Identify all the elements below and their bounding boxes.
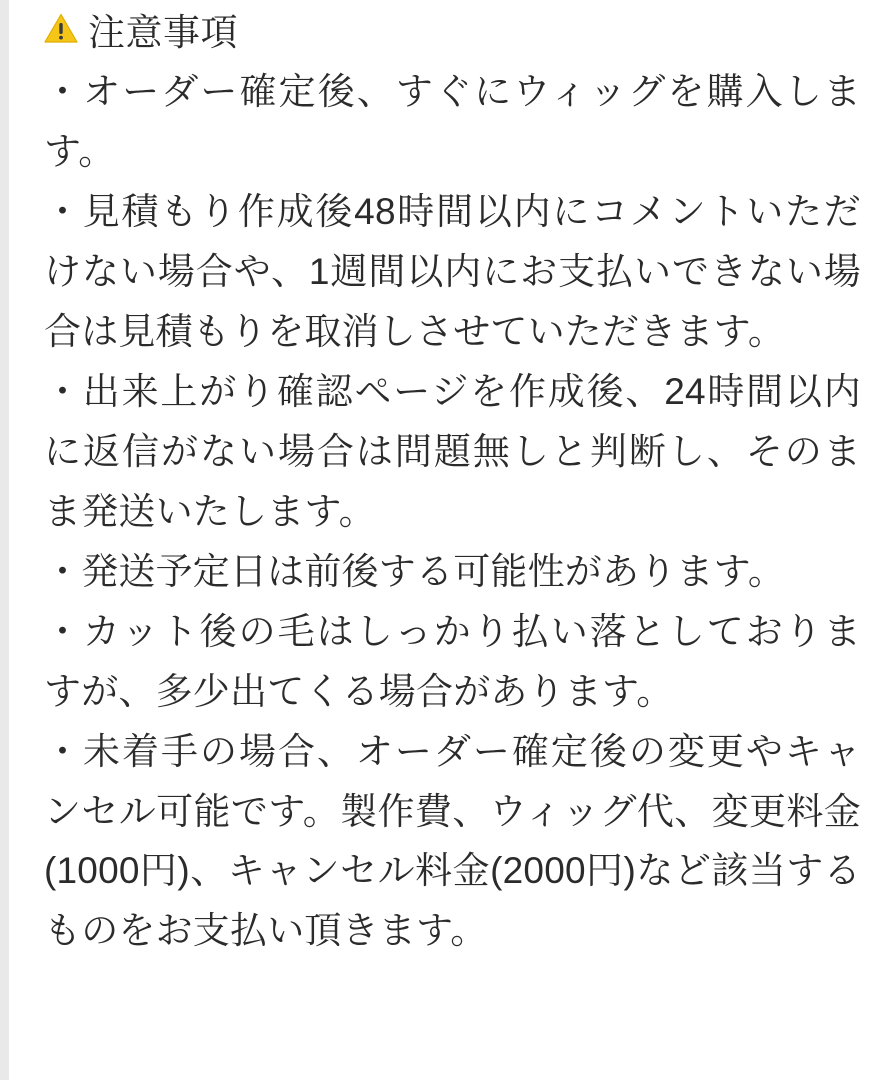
notice-paragraph: ・未着手の場合、オーダー確定後の変更やキャンセル可能です。製作費、ウィッグ代、変更料金(1000円)、キャンセル料金(2000円)など該当するものをお支払い頂きます。	[44, 730, 861, 952]
warning-triangle-icon	[44, 13, 78, 44]
left-margin-rule	[0, 0, 9, 1080]
notice-paragraph: ・カット後の毛はしっかり払い落としておりますが、多少出てくる場合があります。	[44, 610, 861, 712]
notice-block	[44, 10, 861, 961]
notice-paragraph: ・オーダー確定後、すぐにウィッグを購入します。	[44, 71, 861, 173]
notice-heading-text: 注意事項	[88, 12, 238, 53]
notice-paragraph: ・見積もり作成後48時間以内にコメントいただけない場合や、1週間以内にお支払いできない場合は見積もりを取消しさせていただきます。	[44, 191, 861, 352]
notice-paragraph: ・発送予定日は前後する可能性があります。	[44, 550, 786, 592]
notice-paragraph: ・出来上がり確認ページを作成後、24時間以内に返信がない場合は問題無しと判断し、そのまま発送いたします。	[44, 370, 861, 532]
notice-heading	[44, 10, 861, 56]
